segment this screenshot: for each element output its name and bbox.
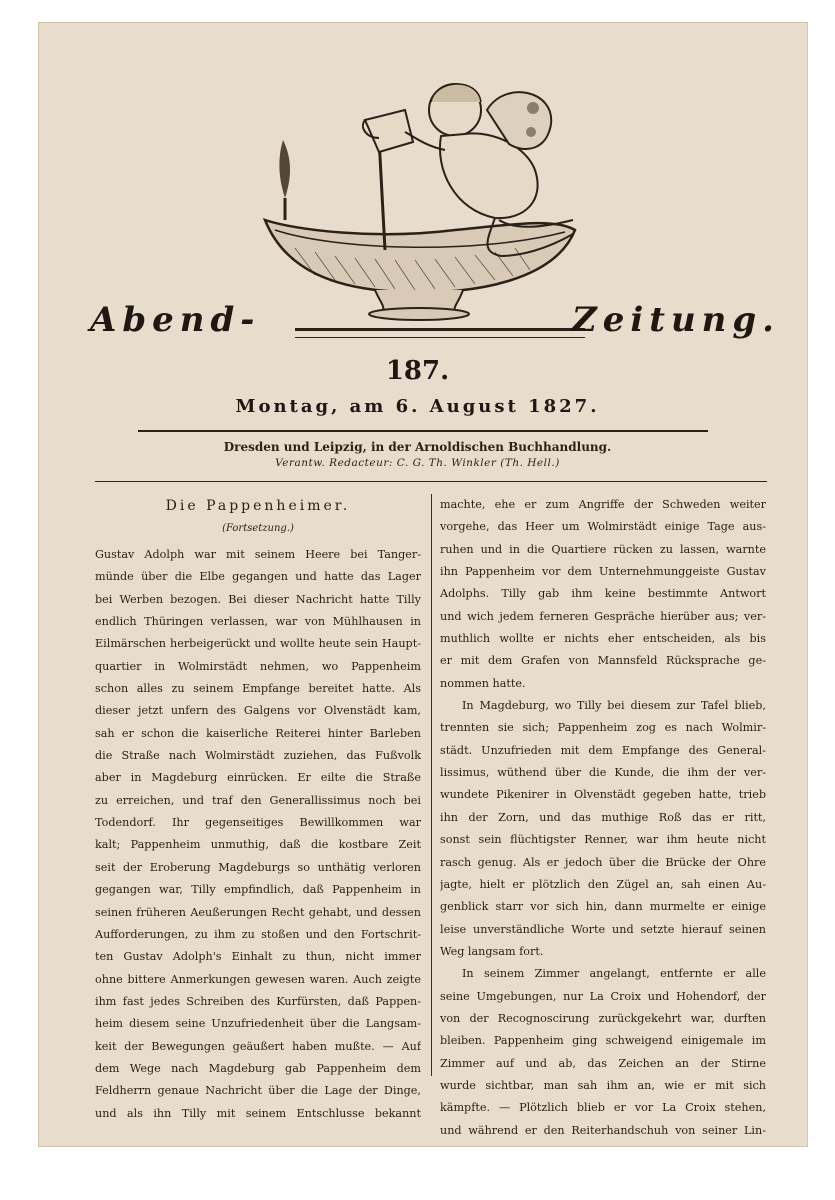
text-line: seinen früheren Aeußerungen Recht gehabt, und dessen xyxy=(95,905,421,919)
column-divider xyxy=(431,494,432,1076)
text-line: Todendorf. Ihr gegenseitiges Bewillkommen war xyxy=(95,816,421,830)
text-line: Feldherrn genaue Nachricht über die Lage der Dinge, xyxy=(95,1084,421,1098)
text-line: aber in Magdeburg einrücken. Er eilte die Straße xyxy=(95,771,421,785)
article-title: Die Pappenheimer. xyxy=(165,498,351,514)
masthead-left: Abend- xyxy=(90,300,261,340)
header-rule-top xyxy=(138,430,708,432)
text-line: und wich jedem ferneren Gespräche hierüber aus; ver- xyxy=(440,609,766,623)
text-line: kalt; Pappenheim unmuthig, daß die kostbare Zeit xyxy=(95,838,421,852)
text-line: seine Umgebungen, nur La Croix und Hohendorf, der xyxy=(440,989,766,1003)
text-line: sah er schon die kaiserliche Reiterei hinter Barleben xyxy=(95,726,421,740)
text-line: gegangen war, Tilly empfindlich, daß Pappenheim in xyxy=(95,883,421,897)
text-line: er mit dem Grafen von Mannsfeld Rücksprache ge- xyxy=(440,654,766,668)
text-line: endlich Thüringen verlassen, war von Mühlhausen in xyxy=(95,615,421,629)
text-line: zu erreichen, und traf den Generallissimus noch bei xyxy=(95,793,421,807)
masthead-right: Zeitung. xyxy=(571,300,780,340)
article-column-left xyxy=(95,494,421,1125)
text-line: ihn der Zorn, und das muthige Roß das er ritt, xyxy=(440,810,766,824)
text-line: heim diesem seine Unzufriedenheit über die Langsam- xyxy=(95,1017,421,1031)
text-line: Zimmer auf und ab, das Zeichen an der Stirne xyxy=(440,1056,766,1070)
cherub-pouring-oil-into-lamp-icon xyxy=(255,80,595,330)
editor-line: Verantw. Redacteur: C. G. Th. Winkler (Th. Hell.) xyxy=(275,457,560,469)
text-line: ihm fast jedes Schreiben des Kurfürsten, daß Pappen- xyxy=(95,994,421,1008)
text-line: vorgehe, das Heer um Wolmirstädt einige Tage aus- xyxy=(440,520,766,534)
text-line: wundete Pikenirer in Olvenstädt gegeben hatte, trieb xyxy=(440,788,766,802)
text-line: genblick starr vor sich hin, dann murmelte er einige xyxy=(440,900,766,914)
text-line: dieser jetzt unfern des Galgens vor Olvenstädt kam, xyxy=(95,704,421,718)
text-line: bei Werben bezogen. Bei dieser Nachricht hatte Tilly xyxy=(95,592,421,606)
text-line: bleiben. Pappenheim ging schweigend einigemale im xyxy=(440,1034,766,1048)
text-line: dem Wege nach Magdeburg gab Pappenheim dem xyxy=(95,1061,421,1075)
text-line: Aufforderungen, zu ihm zu stoßen und den Fortschrit- xyxy=(95,927,421,941)
masthead xyxy=(90,300,780,350)
text-line: quartier in Wolmirstädt nehmen, wo Pappenheim xyxy=(95,659,421,673)
text-line: Adolphs. Tilly gab ihm keine bestimmte Antwort xyxy=(440,587,766,601)
text-line: schon alles zu seinem Empfange bereitet hatte. Als xyxy=(95,682,421,696)
text-line: rasch genug. Als er jedoch über die Brücke der Ohre xyxy=(440,855,766,869)
article-column-right xyxy=(440,494,766,1142)
text-line: kämpfte. — Plötzlich blieb er vor La Croix stehen, xyxy=(440,1101,766,1115)
header-rule-bottom xyxy=(95,481,767,482)
text-line: sonst sein flüchtigster Renner, war ihm heute nicht xyxy=(440,833,766,847)
text-line: machte, ehe er zum Angriffe der Schweden weiter xyxy=(440,498,766,511)
text-line: die Straße nach Wolmirstädt zuziehen, das Fußvolk xyxy=(95,749,421,763)
text-line: ruhen und in die Quartiere rücken zu lassen, warnte xyxy=(440,542,766,556)
text-line: städt. Unzufrieden mit dem Empfange des General- xyxy=(440,743,766,757)
text-line: nommen hatte. xyxy=(440,676,526,690)
right-column-text xyxy=(440,494,766,1142)
text-line: ihn Pappenheim vor dem Unternehmunggeiste Gustav xyxy=(440,565,766,579)
text-line: In Magdeburg, wo Tilly bei diesem zur Tafel blieb, xyxy=(462,699,766,713)
text-line: münde über die Elbe gegangen und hatte das Lager xyxy=(95,570,421,584)
text-line: ten Gustav Adolph's Einhalt zu thun, nicht immer xyxy=(95,950,421,964)
publisher-line: Dresden und Leipzig, in der Arnoldischen Buchhandlung. xyxy=(223,440,612,454)
text-line: wurde sichtbar, man sah ihm an, wie er mit sich xyxy=(440,1078,766,1092)
article-subtitle: (Fortsetzung.) xyxy=(222,523,294,534)
masthead-rule xyxy=(295,328,585,338)
text-line: Weg langsam fort. xyxy=(440,944,544,958)
text-line: seit der Eroberung Magdeburgs so unthätig verloren xyxy=(95,860,421,874)
text-line: und während er den Reiterhandschuh von seiner Lin- xyxy=(440,1123,766,1137)
date-line: Montag, am 6. August 1827. xyxy=(235,396,600,417)
text-line: jagte, hielt er plötzlich den Zügel an, sah einen Au- xyxy=(440,877,766,891)
text-line: keit der Bewegungen geäußert haben mußte. — Auf xyxy=(95,1039,421,1053)
text-line: und als ihn Tilly mit seinem Entschlusse bekannt xyxy=(95,1106,421,1120)
left-column-text xyxy=(95,544,421,1125)
text-line: Eilmärschen herbeigerückt und wollte heute sein Haupt- xyxy=(95,637,421,651)
text-line: leise unverständliche Worte und setzte hierauf seinen xyxy=(440,922,766,936)
text-line: ohne bittere Anmerkungen gewesen waren. Auch zeigte xyxy=(95,972,421,986)
text-line: muthlich wollte er nichts eher entscheiden, als bis xyxy=(440,632,766,646)
issue-number: 187. xyxy=(385,356,450,386)
text-line: lissimus, wüthend über die Kunde, die ihm der ver- xyxy=(440,766,766,780)
text-line: von der Recognoscirung zurückgekehrt war, durften xyxy=(440,1011,766,1025)
text-line: In seinem Zimmer angelangt, entfernte er alle xyxy=(462,967,766,981)
text-line: trennten sie sich; Pappenheim zog es nach Wolmir- xyxy=(440,721,766,735)
text-line: Gustav Adolph war mit seinem Heere bei Tanger- xyxy=(95,548,421,561)
